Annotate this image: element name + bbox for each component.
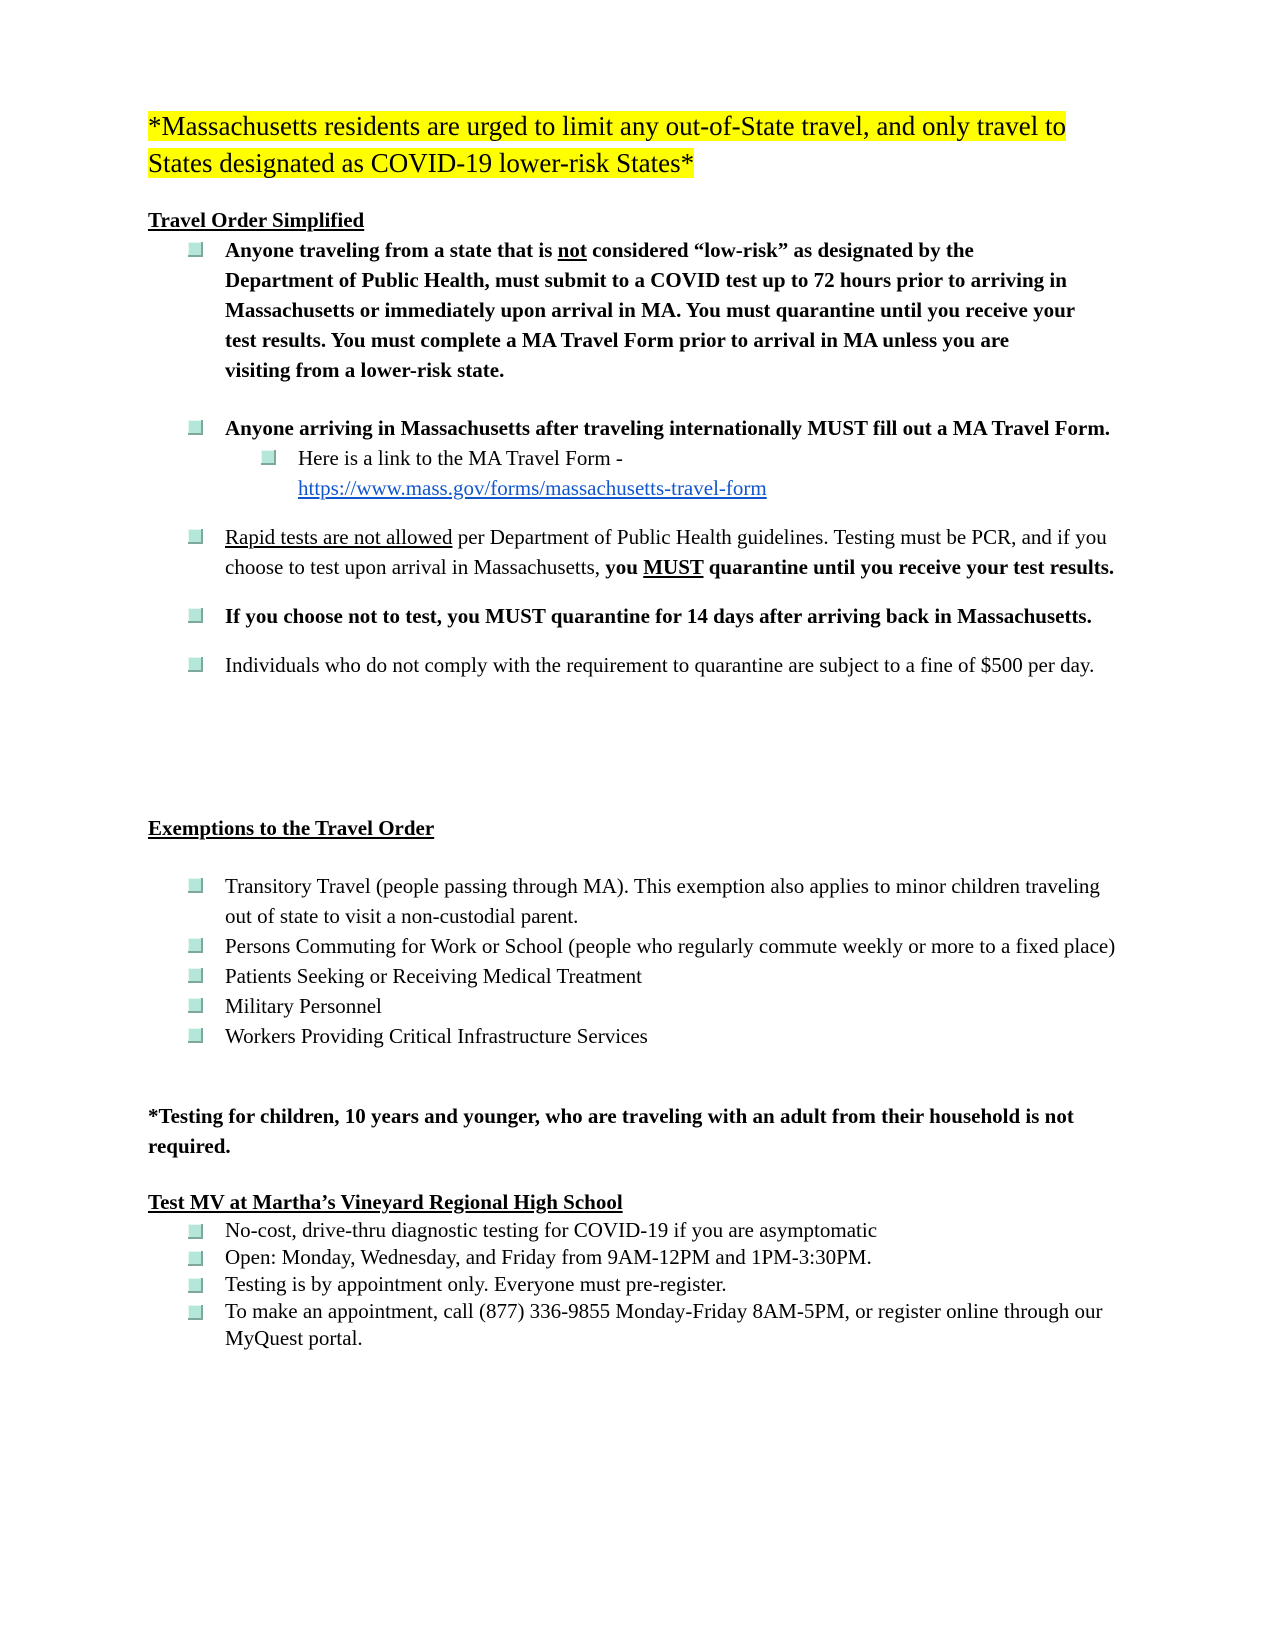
checkbox-bullet-icon <box>188 608 203 623</box>
checkbox-bullet-icon <box>188 1251 203 1266</box>
list-item: To make an appointment, call (877) 336-9855 Monday-Friday 8AM-5PM, or register online through our MyQuest portal. <box>148 1298 1128 1352</box>
list-item: Open: Monday, Wednesday, and Friday from 9AM-12PM and 1PM-3:30PM. <box>148 1244 1128 1271</box>
checkbox-bullet-icon <box>188 1305 203 1320</box>
checkbox-bullet-icon <box>188 529 203 544</box>
list-item: Anyone traveling from a state that is not considered “low-risk” as designated by the Department of Public Health, must submit to a COVID test up to 72 hours prior to arriving in Massachusetts or immediately upon arrival in MA. You must quarantine until you receive your test results. You must complete a MA Travel Form prior to arrival in MA unless you are visiting from a lower-risk state. <box>148 235 1075 385</box>
checkbox-bullet-icon <box>188 968 203 983</box>
children-testing-note: *Testing for children, 10 years and younger, who are traveling with an adult from their household is not required. <box>148 1104 1074 1158</box>
list-item: No-cost, drive-thru diagnostic testing for COVID-19 if you are asymptomatic <box>148 1217 1128 1244</box>
list-item: Persons Commuting for Work or School (people who regularly commute weekly or more to a fixed place) <box>148 931 1128 961</box>
testmv-heading: Test MV at Martha’s Vineyard Regional High School <box>148 1190 623 1214</box>
list-item: Patients Seeking or Receiving Medical Treatment <box>148 961 1128 991</box>
travel-order-section <box>148 205 1128 680</box>
list-item: Here is a link to the MA Travel Form - https://www.mass.gov/forms/massachusetts-travel-form <box>148 443 1128 503</box>
checkbox-bullet-icon <box>188 242 203 257</box>
exemptions-heading: Exemptions to the Travel Order <box>148 816 435 840</box>
travel-form-link[interactable]: https://www.mass.gov/forms/massachusetts-travel-form <box>298 476 767 500</box>
exemptions-section <box>148 813 1128 1051</box>
checkbox-bullet-icon <box>188 878 203 893</box>
list-item: Military Personnel <box>148 991 1128 1021</box>
checkbox-bullet-icon <box>188 420 203 435</box>
list-item: Workers Providing Critical Infrastructure Services <box>148 1021 1128 1051</box>
list-item: Individuals who do not comply with the requirement to quarantine are subject to a fine of $500 per day. <box>148 650 1128 680</box>
checkbox-bullet-icon <box>188 938 203 953</box>
testmv-list <box>148 1217 1128 1352</box>
list-item: Testing is by appointment only. Everyone must pre-register. <box>148 1271 1128 1298</box>
checkbox-bullet-icon <box>261 450 276 465</box>
checkbox-bullet-icon <box>188 1278 203 1293</box>
checkbox-bullet-icon <box>188 998 203 1013</box>
checkbox-bullet-icon <box>188 657 203 672</box>
exemptions-list <box>148 871 1128 1051</box>
travel-order-list <box>148 235 1128 680</box>
list-item: If you choose not to test, you MUST quarantine for 14 days after arriving back in Massachusetts. <box>148 601 1128 631</box>
checkbox-bullet-icon <box>188 1224 203 1239</box>
testmv-section <box>148 1187 1128 1352</box>
travel-order-heading: Travel Order Simplified <box>148 208 365 232</box>
travel-advisory-banner: *Massachusetts residents are urged to limit any out-of-State travel, and only travel to States designated as COVID-19 lower-risk States* <box>148 111 1067 178</box>
list-item: Rapid tests are not allowed per Department of Public Health guidelines. Testing must be PCR, and if you choose to test upon arrival in Massachusetts, you MUST quarantine until you receive your test results. <box>148 522 1128 582</box>
checkbox-bullet-icon <box>188 1028 203 1043</box>
list-item: Anyone arriving in Massachusetts after traveling internationally MUST fill out a MA Travel Form. <box>148 413 1128 443</box>
list-item: Transitory Travel (people passing through MA). This exemption also applies to minor children traveling out of state to visit a non-custodial parent. <box>148 871 1128 931</box>
